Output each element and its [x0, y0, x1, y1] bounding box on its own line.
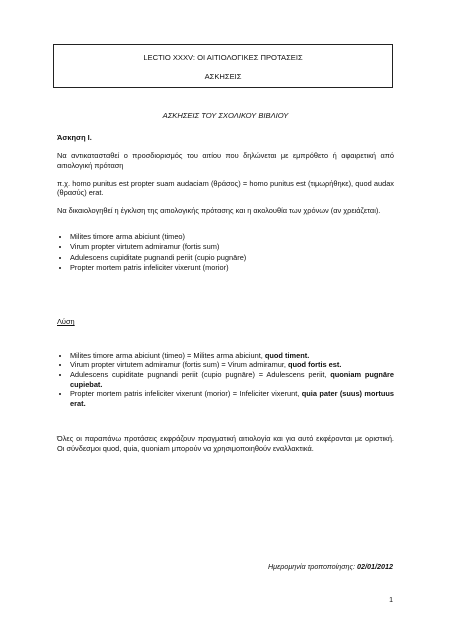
solution-end: . — [307, 350, 310, 360]
list-item — [70, 351, 394, 361]
solution-end: . — [83, 398, 86, 408]
instruction-paragraph: Να δικαιολογηθεί η έγκλιση της αιτιολογικής πρότασης και η ακολουθία των χρόνων (αν χρειάζεται). — [57, 205, 381, 215]
list-item — [70, 370, 394, 389]
section-title: ΑΣΚΗΣΕΙΣ — [204, 72, 242, 81]
title-box — [53, 44, 393, 88]
main-content — [57, 111, 394, 462]
list-item — [70, 360, 394, 370]
solution-list — [57, 351, 394, 409]
subtitle: ΑΣΚΗΣΕΙΣ ΤΟΥ ΣΧΟΛΙΚΟΥ ΒΙΒΛΙΟΥ — [162, 111, 289, 120]
solution-answer: quod timent — [264, 350, 308, 360]
list-item: • Milites timore arma abiciunt (timeo) — [70, 232, 394, 242]
modification-date — [0, 562, 393, 571]
example-paragraph: π.χ. homo punitus est propter suam audaciam (θράσος) = homo punitus est (τιμωρήθηκε), quod audax (θρασύς) erat. — [57, 178, 394, 198]
list-item: • Adulescens cupiditate pugnandi periit (cupio pugnāre) — [70, 253, 394, 263]
solution-end: . — [100, 379, 103, 389]
solution-text: Virum propter virtutem admiramur (fortis sum) = Virum admiramur, — [70, 360, 289, 370]
list-item: • Propter mortem patris infeliciter vixerunt (morior) — [70, 263, 394, 273]
list-item: • Virum propter virtutem admiramur (fortis sum) — [70, 242, 394, 252]
solution-answer: quoniam pugnāre cupiebat — [70, 369, 394, 389]
solution-text: Propter mortem patris infeliciter vixerunt (morior) = Infeliciter vixerunt, — [70, 389, 302, 399]
exercise-heading: Άσκηση Ι. — [57, 132, 92, 142]
date-label: Ημερομηνία τροποποίησης: — [267, 562, 358, 571]
lesson-title: LECTIO XXXV: ΟΙ ΑΙΤΙΟΛΟΓΙΚΕΣ ΠΡΟΤΑΣΕΙΣ — [143, 53, 303, 62]
instruction-paragraph: Να αντικατασταθεί ο προσδιορισμός του αιτίου που δηλώνεται με εμπρόθετο ή αφαιρετική από αιτιολογική πρόταση — [57, 151, 394, 171]
page-number: 1 — [389, 597, 393, 604]
solution-end: . — [339, 360, 342, 370]
date-value: 02/01/2012 — [357, 562, 393, 571]
solution-text: Milites timore arma abiciunt (timeo) = Milites arma abiciunt, — [70, 350, 265, 360]
solution-heading: Λύση — [57, 317, 75, 327]
list-item — [70, 389, 394, 408]
exercise-list — [57, 232, 394, 274]
closing-paragraph: Όλες οι παραπάνω προτάσεις εκφράζουν πραγματική αιτιολογία και για αυτό εκφέρονται με οριστική. Οι σύνδεσμοι quod, quia, quoniam μπορούν να χρησιμοποιηθούν εναλλακτικά. — [57, 434, 394, 454]
solution-text: Adulescens cupiditate pugnandi periit (cupio pugnāre) = Adulescens periit, — [70, 369, 331, 379]
solution-answer: quod fortis est — [288, 360, 340, 370]
solution-answer: quia pater (suus) mortuus erat — [70, 389, 394, 408]
